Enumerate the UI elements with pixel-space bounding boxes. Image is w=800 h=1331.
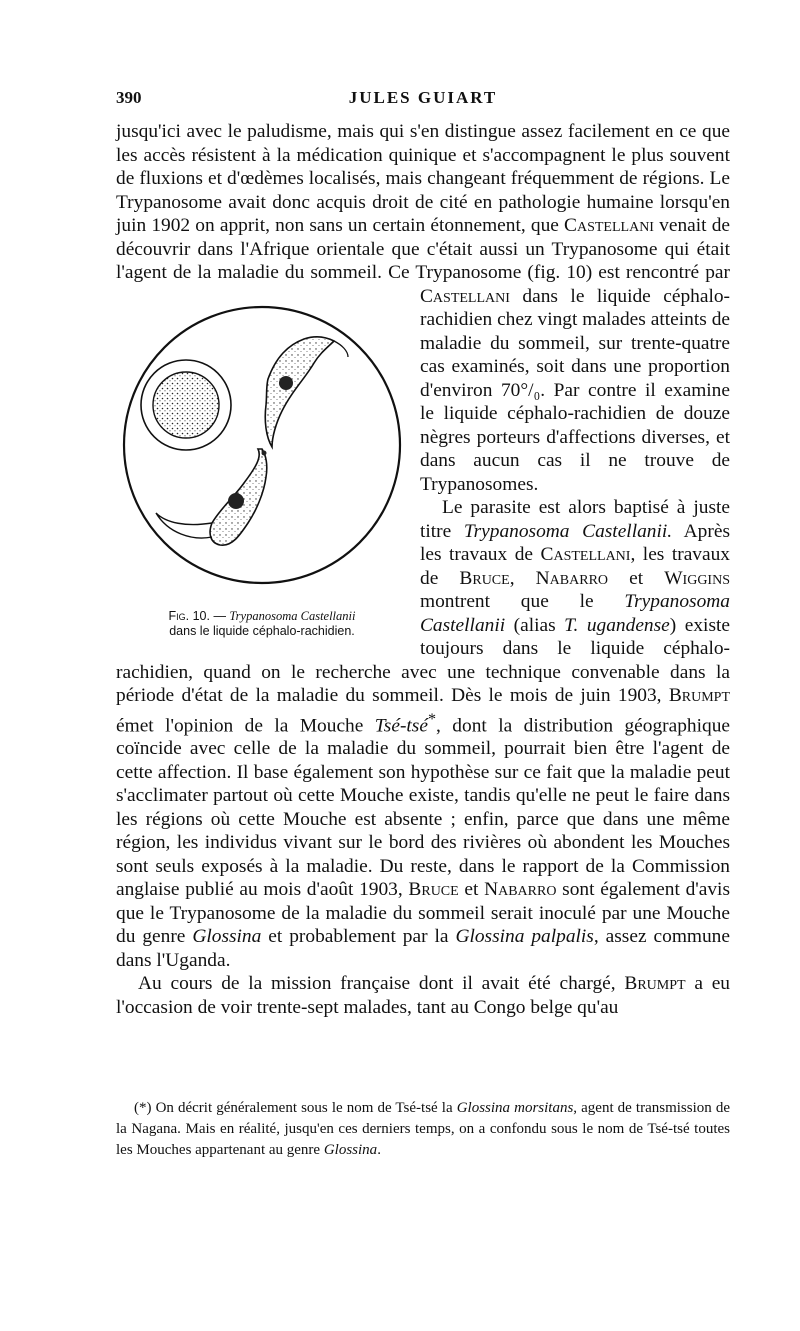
page-number: 390: [116, 88, 142, 107]
body-text: [116, 120, 730, 1019]
species-name: Trypanosoma Castellanii.: [463, 520, 673, 542]
figure-caption: Fig. 10. — Trypanosoma Castellanii dans le liquide céphalo-rachidien.: [168, 608, 356, 638]
running-head: JULES GUIART: [348, 88, 498, 107]
nucleus-cell: [153, 372, 219, 438]
paragraph-1: jusqu'ici avec le paludisme, mais qui s'en distingue assez facilement en ce que les accès résistent à la médication quinique et s'accompagnent le plus souvent de fluxions et d'œdèmes localisés, mais changeant fréquemment de régions. Le Trypanosome avait donc acquis droit de cité en pathologie humaine lorsqu'en juin 1902 on apprit, non sans un certain étonnement, que Castellani venait de découvrir dans l'Afrique orientale que c'était aussi un Trypanosome qui était l'agent de la maladie du sommeil. Ce Trypanosome (fig. 10) est rencontré par Castellani Fig. 10. — Trypanosoma Castellanii dans le liquide céphalo-rachidien. dans le liquide céphalo-rachidien chez vingt malades atteints de maladie du sommeil, sur trente-quatre cas examinés, soit dans une proportion d'environ 70°/₀. Par contre il examine le liquide céphalo-rachidien de douze nègres porteurs d'affections diverses, et dans aucun cas il ne trouve de Trypanosomes.: [116, 120, 730, 496]
paragraph-2: Le parasite est alors baptisé à juste titre Trypanosoma Castellanii. Après les travaux de Castellani, les travaux de Bruce, Nabarro et Wiggins montrent que le Trypanosoma Castellanii (alias T. ugandense) existe toujours dans le liquide céphalo-rachidien, quand on le recherche avec une technique convenable dans la période d'état de la maladie du sommeil. Dès le mois de juin 1903, Brumpt émet l'opinion de la Mouche Tsé-tsé*, dont la distribution géographique coïncide avec celle de la maladie du sommeil, pourrait bien être l'agent de cette affection. Il base également son hypothèse sur ce fait que la maladie peut s'acclimater partout où cette Mouche existe, tandis qu'elle ne peut le faire dans les régions où cette Mouche est absente ; enfin, parce que dans une même région, les individus vivant sur le bord des rivières où abondent les Mouches sont seuls exposés à la maladie. Du reste, dans le rapport de la Commission anglaise publié au mois d'août 1903, Bruce et Nabarro sont également d'avis que le Trypanosome de la maladie du sommeil serait inoculé par une Mouche du genre Glossina et probablement par la Glossina palpalis, assez commune dans l'Uganda.: [116, 497, 731, 971]
page-header: [116, 88, 730, 112]
footnote-ref[interactable]: *: [427, 710, 437, 728]
footnote-mark: (*): [134, 1100, 152, 1116]
author-name: Castellani: [564, 215, 654, 236]
author-name: Castellani: [420, 285, 510, 307]
caption-rest: dans le liquide céphalo-rachidien.: [169, 623, 355, 638]
footnote: (*) On décrit généralement sous le nom de Tsé-tsé la Glossina morsitans, agent de transmission de la Nagana. Mais en réalité, jusqu'en ces derniers temps, on a confondu sous le nom de Tsé-tsé toutes les Mouches appartenant au genre Glossina.: [116, 1100, 730, 1158]
trypanosome-upper: [265, 336, 334, 446]
paragraph-3: Au cours de la mission française dont il avait été chargé, Brumpt a eu l'occasion de voir trente-sept malades, tant au Congo belge qu'au: [116, 973, 730, 1018]
trypanosome-illustration: [116, 287, 408, 617]
caption-species: Trypanosoma Castellanii: [229, 608, 356, 623]
figure-label: Fig. 10.: [168, 608, 210, 623]
nucleus-upper: [279, 376, 293, 390]
figure-10: [116, 287, 408, 647]
nucleus-lower: [228, 493, 244, 509]
